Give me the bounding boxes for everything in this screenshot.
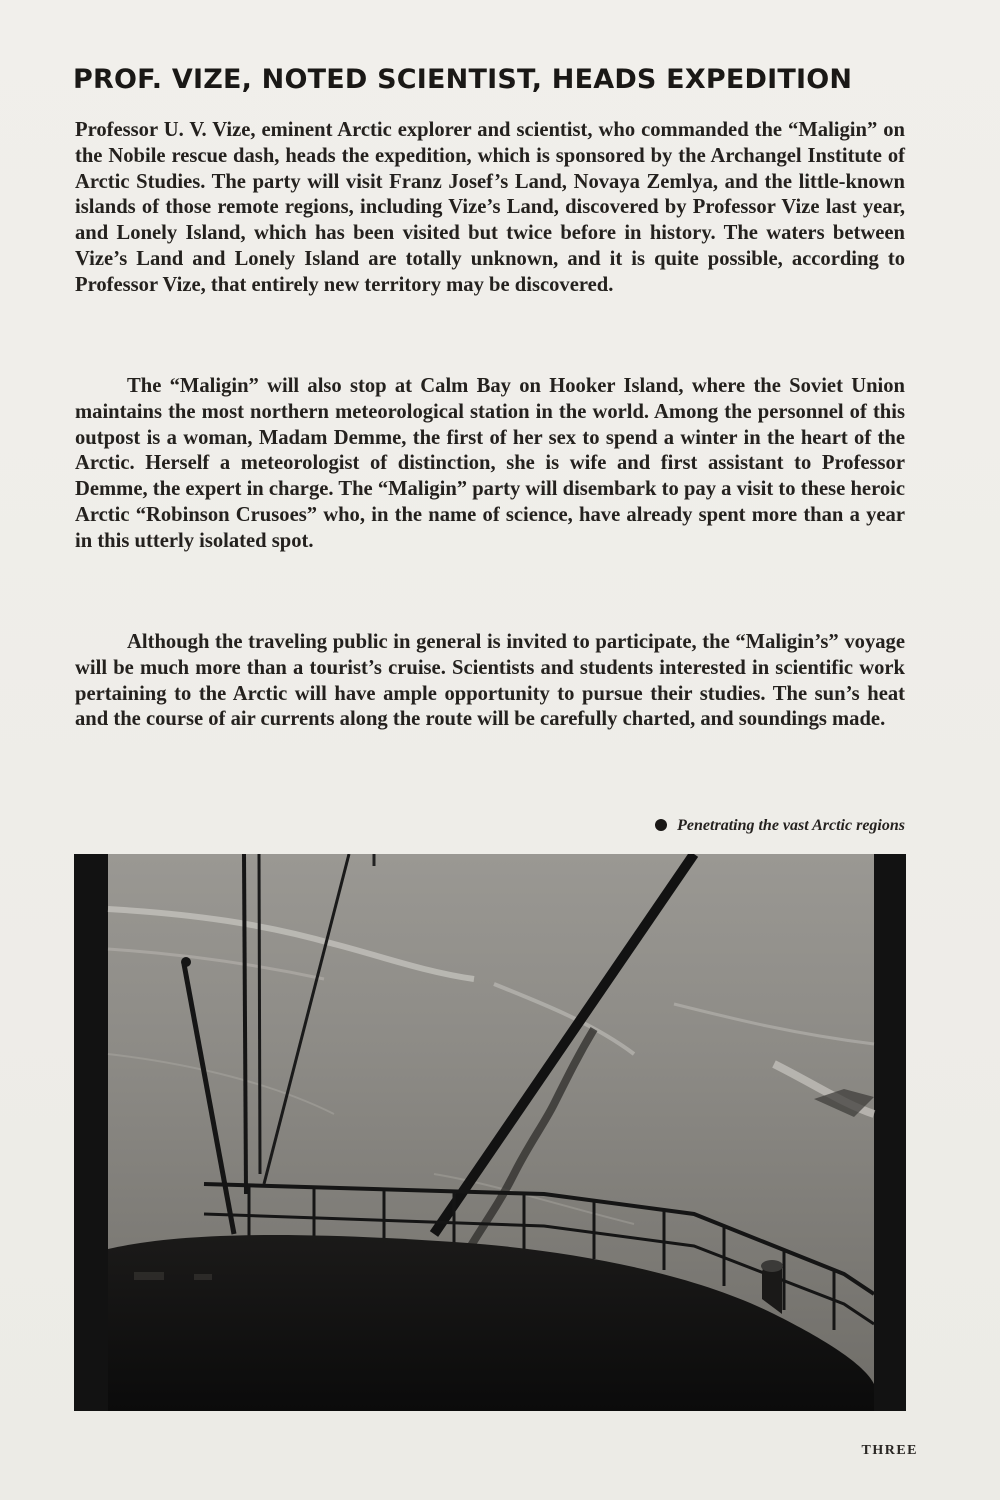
photo-illustration [74,854,906,1411]
photo-caption [655,817,905,835]
page-number: THREE [861,1443,918,1458]
article-paragraph-2: The “Maligin” will also stop at Calm Bay on Hooker Island, where the Soviet Union maintains the most northern meteorological station in the world. Among the personnel of this outpost is a woman, Madam Demme, the first of her sex to spend a winter in the heart of the Arctic. Herself a meteorologist of distinction, she is wife and first assistant to Professor Demme, the expert in charge. The “Maligin” party will disembark to pay a visit to these heroic Arctic “Robinson Crusoes” who, in the name of science, have already spent more than a year in this utterly isolated spot. [75,375,905,552]
ship-bow-ice-photo [74,854,906,1411]
photo-caption-text: Penetrating the vast Arctic regions [677,817,905,834]
article-paragraph-3: Although the traveling public in general is invited to participate, the “Maligin’s” voyage will be much more than a tourist’s cruise. Scientists and students interested in scientific work pertaining to the Arctic will have ample opportunity to pursue their studies. The sun’s heat and the course of air currents along the route will be carefully charted, and soundings made. [75,631,905,731]
article-paragraph-1: Professor U. V. Vize, eminent Arctic explorer and scientist, who commanded the “Maligin” on the Nobile rescue dash, heads the expedition, which is sponsored by the Archangel Institute of Arctic Studies. The party will visit Franz Josef’s Land, Novaya Zemlya, and the little-known islands of those remote regions, including Vize’s Land, discovered by Professor Vize last year, and Lonely Island, which has been visited but twice before in history. The waters between Vize’s Land and Lonely Island are totally unknown, and it is quite possible, according to Professor Vize, that entirely new territory may be discovered. [75,119,905,296]
bullet-icon [655,819,667,831]
article-heading: PROF. VIZE, NOTED SCIENTIST, HEADS EXPEDITION [73,64,853,95]
